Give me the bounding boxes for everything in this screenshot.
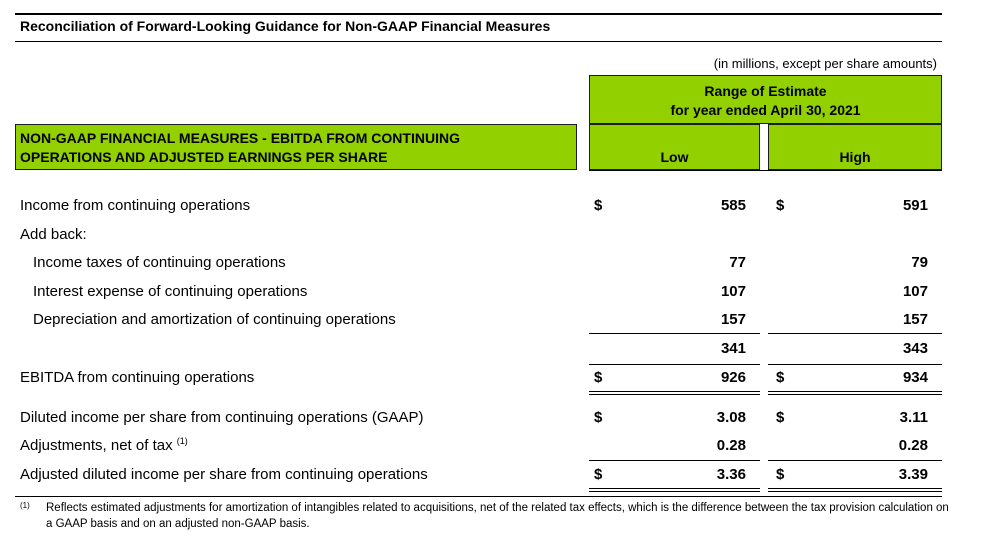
high-value: 934 <box>902 369 928 386</box>
measure-header-line1: NON-GAAP FINANCIAL MEASURES - EBITDA FROM CONTINUING <box>20 130 460 146</box>
final-double-rule-high-2 <box>768 491 942 492</box>
high-value: 3.11 <box>899 409 928 426</box>
table-row <box>0 466 1003 486</box>
header-bottom-rule <box>589 170 942 171</box>
final-top-rule-low <box>589 460 760 461</box>
final-double-rule-low-2 <box>589 491 760 492</box>
table-row <box>0 340 1003 360</box>
measure-header <box>15 124 577 170</box>
ebitda-top-rule-low <box>589 364 760 365</box>
measure-header-line2: OPERATIONS AND ADJUSTED EARNINGS PER SHARE <box>20 149 388 165</box>
table-row <box>0 409 1003 429</box>
subtotal-rule-low <box>589 333 760 334</box>
title-top-rule <box>15 13 942 15</box>
dollar-sign: $ <box>776 369 785 386</box>
low-value: 341 <box>720 340 746 357</box>
row-label-text: Adjustments, net of tax <box>20 437 173 454</box>
table-row <box>0 283 1003 303</box>
ebitda-double-rule-low-2 <box>589 394 760 395</box>
row-label: Income from continuing operations <box>20 197 251 214</box>
row-label: Interest expense of continuing operations <box>33 283 308 300</box>
high-value: 107 <box>902 283 928 300</box>
final-top-rule-high <box>768 460 942 461</box>
high-value: 79 <box>911 254 928 271</box>
row-label: EBITDA from continuing operations <box>20 369 255 386</box>
final-double-rule-high-1 <box>768 488 942 489</box>
low-value: 157 <box>720 311 746 328</box>
dollar-sign: $ <box>776 466 785 483</box>
subtotal-rule-high <box>768 333 942 334</box>
dollar-sign: $ <box>776 197 785 214</box>
dollar-sign: $ <box>776 409 785 426</box>
ebitda-double-rule-high-2 <box>768 394 942 395</box>
low-value: 926 <box>720 369 746 386</box>
low-value: 0.28 <box>716 437 746 454</box>
row-label: Diluted income per share from continuing operations (GAAP) <box>20 409 424 426</box>
table-row <box>0 226 1003 246</box>
units-note: (in millions, except per share amounts) <box>713 56 937 71</box>
row-label: Depreciation and amortization of continuing operations <box>33 311 396 328</box>
high-value: 3.39 <box>898 466 928 483</box>
high-value: 591 <box>902 197 928 214</box>
row-label: Income taxes of continuing operations <box>33 254 286 271</box>
dollar-sign: $ <box>594 369 603 386</box>
low-value: 3.36 <box>716 466 746 483</box>
footnote-rule <box>15 496 942 497</box>
row-label <box>20 437 188 454</box>
title-bottom-rule <box>15 41 942 42</box>
range-header-line2: for year ended April 30, 2021 <box>670 102 861 118</box>
low-column-header: Low <box>589 124 760 170</box>
table-row <box>0 369 1003 389</box>
high-value: 343 <box>902 340 928 357</box>
page-title: Reconciliation of Forward-Looking Guidance for Non-GAAP Financial Measures <box>20 18 551 34</box>
row-label: Adjusted diluted income per share from continuing operations <box>20 466 428 483</box>
footnote-text: Reflects estimated adjustments for amortization of intangibles related to acquisitions, net of the related tax effects, which is the difference between the tax provision calculation on a GAAP basis and on an adjusted non-GAAP basis. <box>46 502 949 530</box>
low-value: 3.08 <box>716 409 746 426</box>
high-value: 0.28 <box>898 437 928 454</box>
low-value: 77 <box>729 254 746 271</box>
ebitda-double-rule-low-1 <box>589 391 760 392</box>
table-row <box>0 197 1003 217</box>
high-column-header: High <box>768 124 942 170</box>
ebitda-double-rule-high-1 <box>768 391 942 392</box>
dollar-sign: $ <box>594 466 603 483</box>
ebitda-top-rule-high <box>768 364 942 365</box>
table-row <box>0 254 1003 274</box>
footnote-marker: (1) <box>20 501 30 510</box>
high-value: 157 <box>902 311 928 328</box>
table-row <box>0 311 1003 331</box>
footnote-ref: (1) <box>176 436 188 446</box>
row-label: Add back: <box>20 226 87 243</box>
low-value: 585 <box>720 197 746 214</box>
dollar-sign: $ <box>594 409 603 426</box>
range-header-line1: Range of Estimate <box>704 83 827 99</box>
dollar-sign: $ <box>594 197 603 214</box>
low-value: 107 <box>720 283 746 300</box>
range-of-estimate-header <box>589 75 942 124</box>
table-row <box>0 437 1003 457</box>
final-double-rule-low-1 <box>589 488 760 489</box>
